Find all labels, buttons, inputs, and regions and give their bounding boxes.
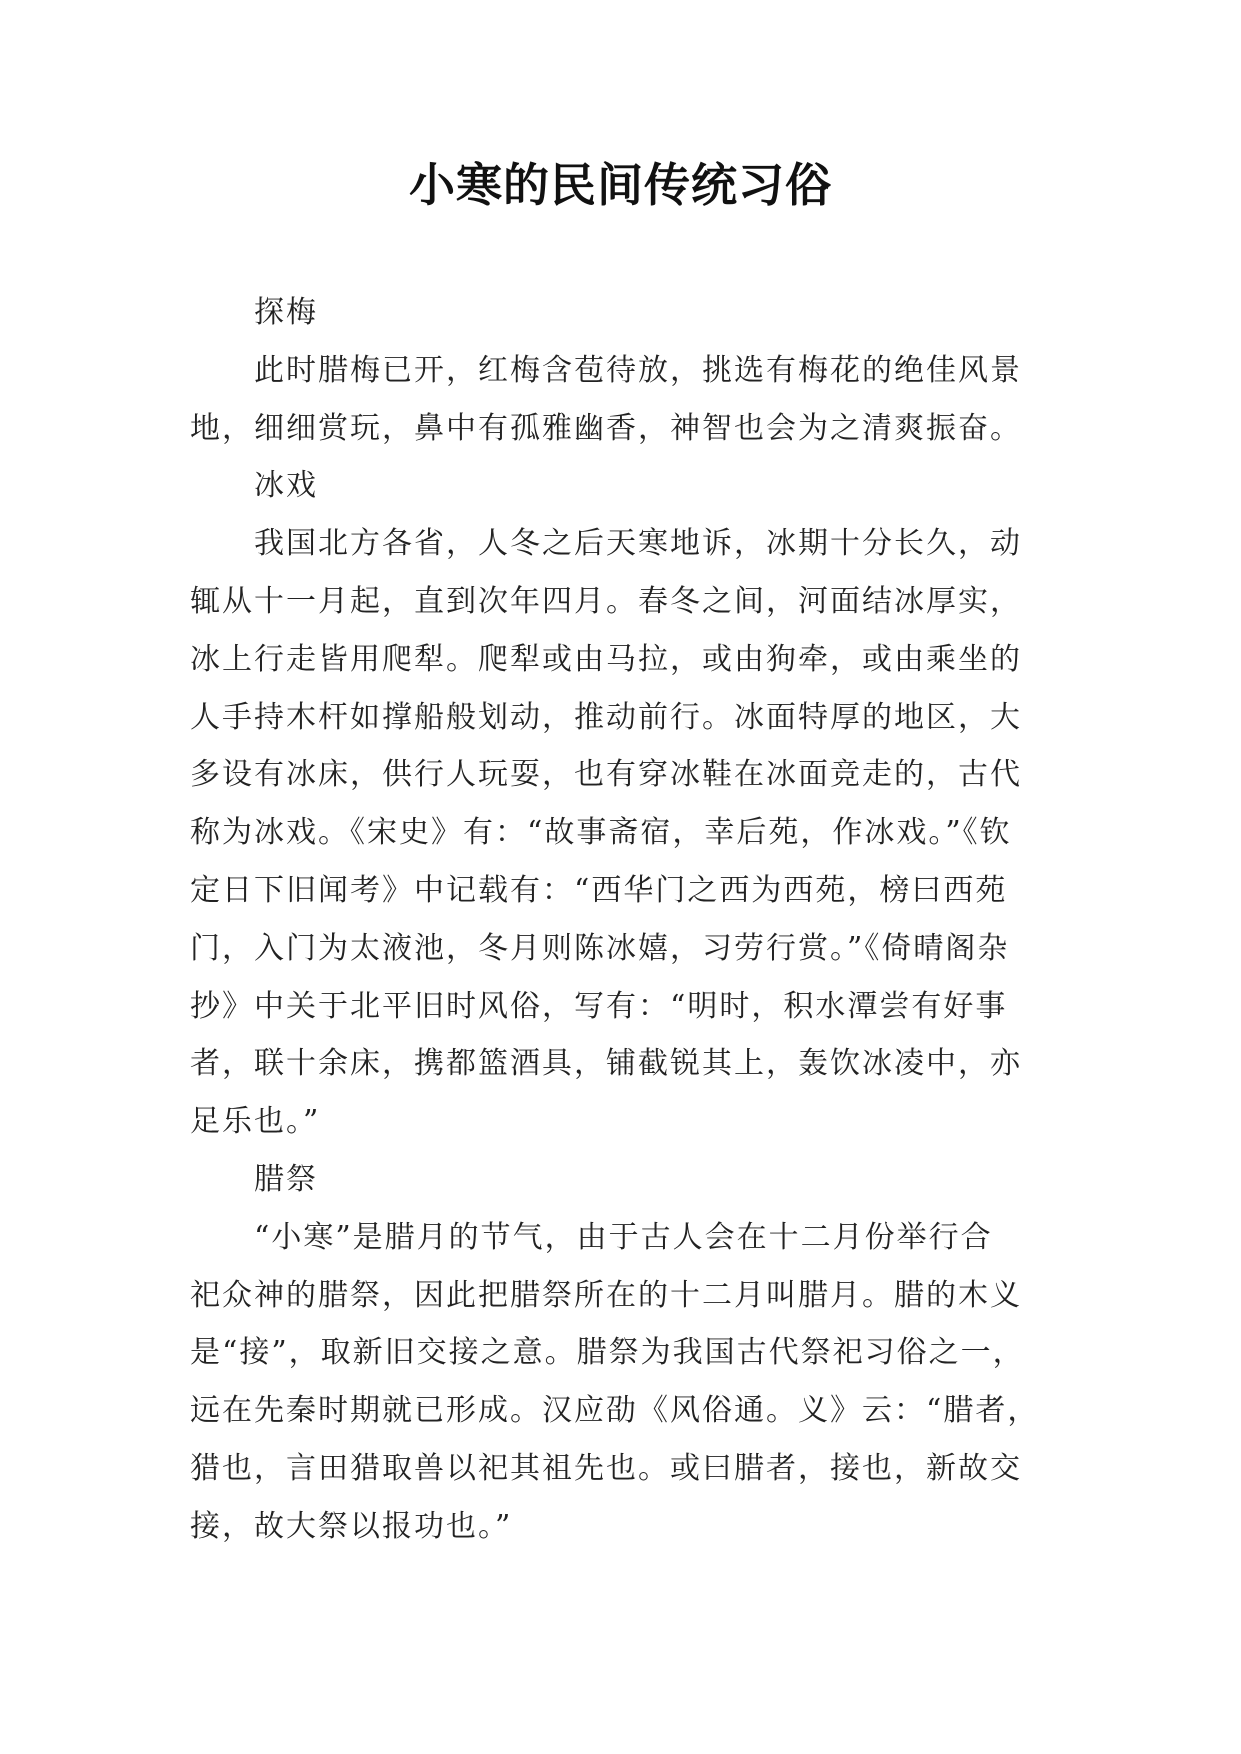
section-heading-bingxi: 冰戏 — [254, 468, 318, 504]
paragraph-line: 多设有冰床，供行人玩耍，也有穿冰鞋在冰面竞走的，古代 — [190, 757, 1022, 793]
paragraph-line: 接，故大祭以报功也。” — [190, 1508, 513, 1544]
paragraph-line: 猎也，言田猎取兽以祀其祖先也。或曰腊者，接也，新故交 — [190, 1450, 1022, 1486]
paragraph-line: 是“接”，取新旧交接之意。腊祭为我国古代祭祀习俗之一， — [190, 1335, 1025, 1371]
document-title: 小寒的民间传统习俗 — [409, 158, 832, 212]
section-heading-laji: 腊祭 — [254, 1161, 318, 1197]
paragraph-line: 称为冰戏。《宋史》有：“故事斋宿，幸后苑，作冰戏。”《钦 — [190, 815, 1012, 851]
paragraph-line: 远在先秦时期就已形成。汉应劭《风俗通。义》云：“腊者， — [190, 1393, 1040, 1429]
paragraph-line: 定日下旧闻考》中记载有：“西华门之西为西苑，榜曰西苑 — [190, 872, 1008, 908]
paragraph-line: 人手持木杆如撑船般划动，推动前行。冰面特厚的地区，大 — [190, 699, 1022, 735]
paragraph-line: 此时腊梅已开，红梅含苞待放，挑选有梅花的绝佳风景 — [254, 352, 1022, 388]
paragraph-line: 祀众神的腊祭，因此把腊祭所在的十二月叫腊月。腊的木义 — [190, 1277, 1022, 1313]
section-heading-tanmei: 探梅 — [254, 295, 318, 330]
paragraph-line: 门，入门为太液池，冬月则陈冰嬉，习劳行赏。”《倚晴阁杂 — [190, 930, 1010, 966]
paragraph-line: “小寒”是腊月的节气，由于古人会在十二月份举行合 — [254, 1219, 993, 1255]
paragraph-line: 足乐也。” — [190, 1104, 321, 1140]
document-body — [190, 284, 1070, 1556]
paragraph-line: 我国北方各省，人冬之后天寒地诉，冰期十分长久，动 — [254, 526, 1022, 562]
paragraph-line: 者，联十余床，携都篮酒具，铺截锐其上，轰饮冰凌中，亦 — [190, 1046, 1022, 1082]
paragraph-line: 地，细细赏玩，鼻中有孤雅幽香，神智也会为之清爽振奋。 — [190, 410, 1022, 446]
paragraph-line: 辄从十一月起，直到次年四月。春冬之间，河面结冰厚实， — [190, 583, 1022, 619]
paragraph-line: 冰上行走皆用爬犁。爬犁或由马拉，或由狗牵，或由乘坐的 — [190, 641, 1022, 677]
paragraph-line: 抄》中关于北平旧时风俗，写有：“明时，积水潭尝有好事 — [190, 988, 1008, 1024]
